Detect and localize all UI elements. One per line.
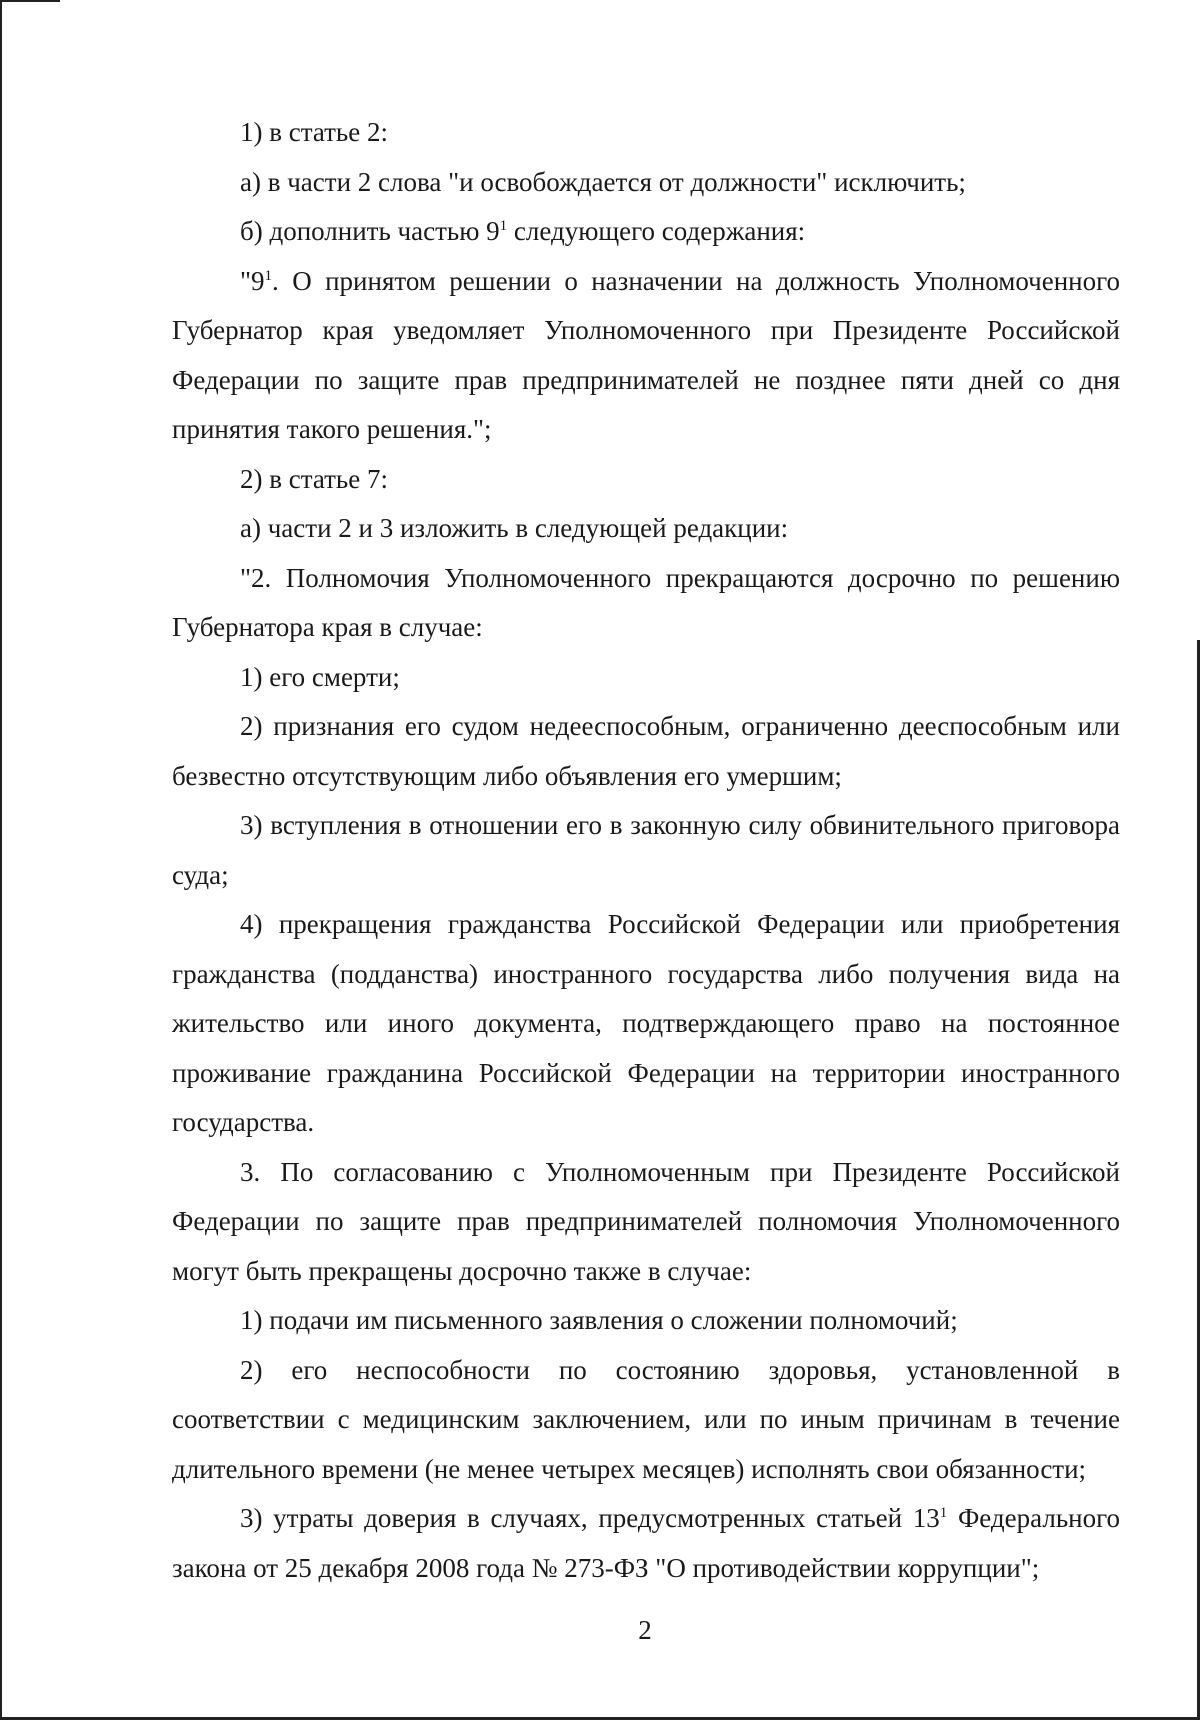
paragraph-text: 3) утраты доверия в случаях, предусмотренных статьей 13 [240,1503,940,1533]
paragraph-text: "9 [240,265,265,296]
superscript: 1 [939,1505,948,1521]
paragraph: 1) подачи им письменного заявления о сложении полномочий; [240,1305,958,1335]
document-page [172,108,1120,1593]
paragraph-text: . О принятом решении о назначении на должность Уполномоченного Губернатор края уведомляет Уполномоченного при Президенте Российской Федерации по защите прав предпринимателей не позднее пяти дней со дня принятия такого решения."; [172,265,1120,444]
paragraph: 1) его смерти; [240,661,400,692]
paragraph: а) части 2 и 3 изложить в следующей редакции: [240,513,789,543]
paragraph: а) в части 2 слова "и освобождается от должности" исключить; [240,166,966,197]
paragraph: 3. По согласованию с Уполномоченным при Президенте Российской Федерации по защите прав предпринимателей полномочия Уполномоченного могут быть прекращены досрочно также в случае: [172,1156,1120,1286]
paragraph: 2) его неспособности по состоянию здоровья, установленной в соответствии с медицинским заключением, или по иным причинам в течение длительного времени (не менее четырех месяцев) исполнять свои обязанности; [172,1354,1120,1484]
paragraph: 3) вступления в отношении его в законную силу обвинительного приговора суда; [172,810,1120,890]
paragraph: "2. Полномочия Уполномоченного прекращаются досрочно по решению Губернатора края в случае: [172,562,1120,642]
paragraph [172,1494,1120,1593]
paragraph: 2) в статье 7: [240,463,388,494]
paragraph-text: Федерального закона от 25 декабря 2008 года № 273-ФЗ "О противодействии коррупции"; [172,1503,1120,1583]
scan-edge-top [0,0,60,2]
paragraph: 2) признания его судом недееспособным, ограниченно дееспособным или безвестно отсутствующим либо объявления его умершим; [172,711,1120,791]
paragraph [172,207,1120,257]
paragraph-text: следующего содержания: [507,216,806,246]
paragraph: 1) в статье 2: [240,117,388,147]
paragraph-text: б) дополнить частью 9 [240,216,500,246]
paragraph: 4) прекращения гражданства Российской Федерации или приобретения гражданства (подданства) иностранного государства либо получения вида на жительство или иного документа, подтверждающего право на постоянное проживание гражданина Российской Федерации на территории иностранного государства. [172,909,1120,1137]
superscript: 1 [264,267,273,284]
paragraph [172,257,1120,455]
page-number: 2 [638,1615,652,1645]
scan-edge-left [0,0,2,1720]
superscript: 1 [499,218,508,234]
